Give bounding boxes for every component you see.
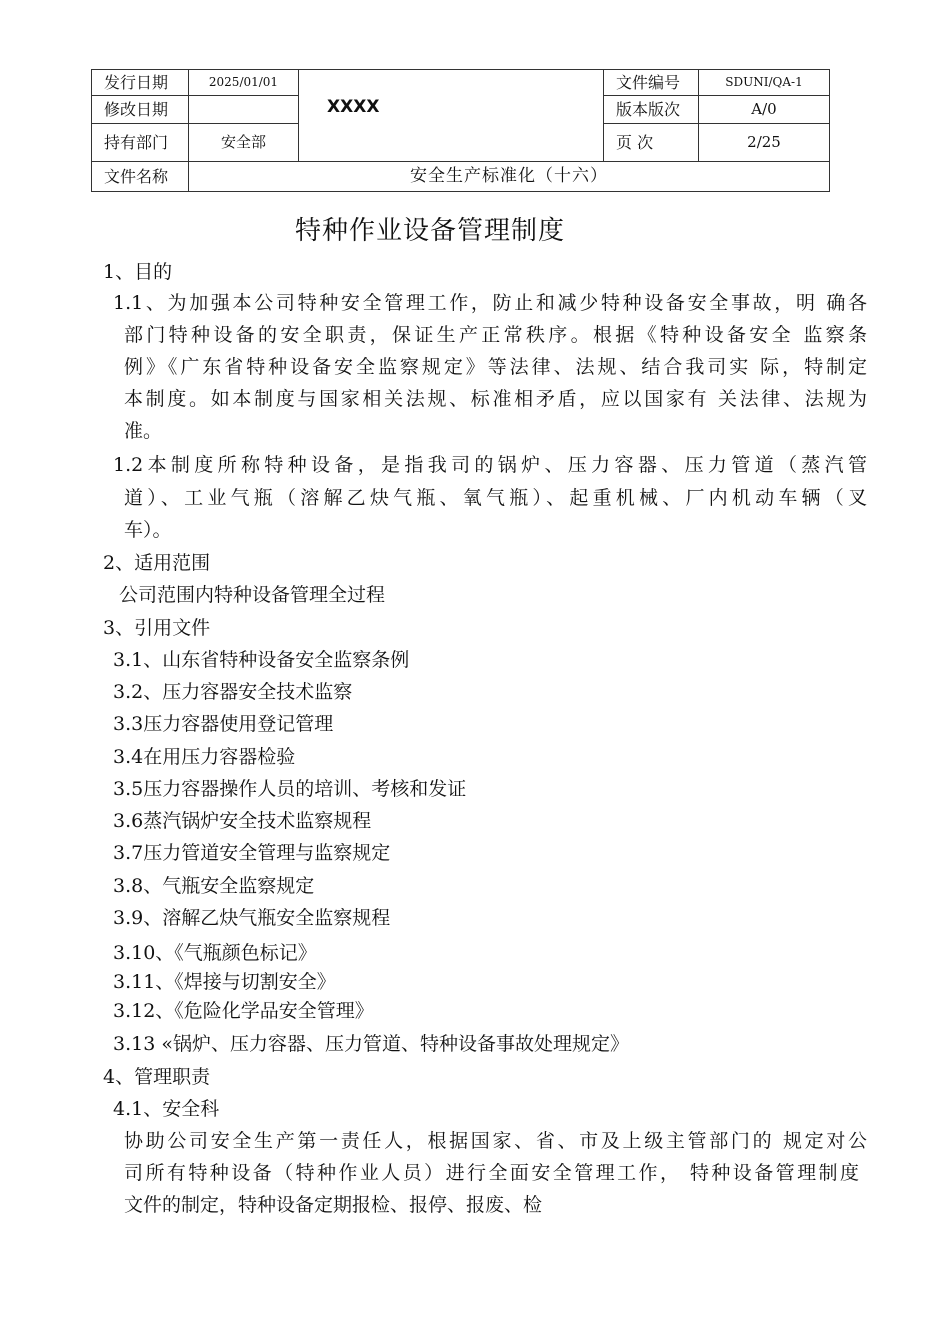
version-label: 版本版次 — [604, 96, 699, 124]
revise-date-value — [189, 96, 299, 124]
revise-date-label: 修改日期 — [92, 96, 189, 124]
para-1-1-line: 1.1、为加强本公司特种安全管理工作，防止和减少特种设备安全事故，明 确各 — [113, 292, 867, 314]
document-title: 特种作业设备管理制度 — [294, 216, 565, 246]
para-1-1-line: 例》《广东省特种设备安全监察规定》等法律、法规、结合我司实 际，特制定 — [124, 356, 867, 378]
reference-item: 3.1、山东省特种设备安全监察条例 — [113, 649, 410, 671]
reference-item: 3.5压力容器操作人员的培训、考核和发证 — [113, 778, 467, 800]
file-name-value: 安全生产标准化（十六） — [189, 162, 830, 192]
company-name: XXXX — [299, 70, 604, 162]
section-4-1-heading: 4.1、安全科 — [113, 1098, 220, 1120]
reference-item: 3.12、《危险化学品安全管理》 — [113, 1000, 374, 1022]
reference-item: 3.4在用压力容器检验 — [113, 746, 296, 768]
reference-item: 3.8、气瓶安全监察规定 — [113, 875, 315, 897]
section-1-heading: 1、目的 — [103, 261, 173, 283]
issue-date-label: 发行日期 — [92, 70, 189, 96]
reference-item: 3.7压力管道安全管理与监察规定 — [113, 842, 391, 864]
reference-item: 3.6蒸汽锅炉安全技术监察规程 — [113, 810, 372, 832]
page-label: 页 次 — [604, 124, 699, 162]
reference-item: 3.9、溶解乙炔气瓶安全监察规程 — [113, 907, 391, 929]
section-4-heading: 4、管理职责 — [103, 1066, 211, 1088]
para-1-2-line: 1.2本制度所称特种设备，是指我司的锅炉、压力容器、压力管道（蒸汽管 — [113, 454, 867, 476]
file-no-label: 文件编号 — [604, 70, 699, 96]
dept-label: 持有部门 — [92, 124, 189, 162]
para-1-1-line: 本制度。如本制度与国家相关法规、标准相矛盾，应以国家有 关法律、法规为 — [124, 388, 867, 410]
reference-item: 3.11、《焊接与切割安全》 — [113, 971, 336, 993]
para-1-2-line: 车）。 — [124, 519, 172, 541]
para-1-1-line: 部门特种设备的安全职责，保证生产正常秩序。根据《特种设备安全 监察条 — [124, 324, 867, 346]
reference-item: 3.2、压力容器安全技术监察 — [113, 681, 353, 703]
section-2-text: 公司范围内特种设备管理全过程 — [119, 584, 386, 606]
para-1-2-line: 道）、工业气瓶（溶解乙炔气瓶、氧气瓶）、起重机械、厂内机动车辆（叉 — [124, 487, 867, 509]
version-value: A/0 — [699, 96, 830, 124]
file-name-label: 文件名称 — [92, 162, 189, 192]
para-4-1-line: 司所有特种设备（特种作业人员）进行全面安全管理工作， 特种设备管理制度 — [124, 1162, 859, 1184]
para-4-1-line: 文件的制定，特种设备定期报检、报停、报废、检 — [124, 1194, 543, 1216]
page-value: 2/25 — [699, 124, 830, 162]
dept-value: 安全部 — [189, 124, 299, 162]
reference-item: 3.3压力容器使用登记管理 — [113, 713, 334, 735]
reference-item: 3.10、《气瓶颜色标记》 — [113, 942, 317, 964]
issue-date-value: 2025/01/01 — [189, 70, 299, 96]
document-header-table — [91, 69, 830, 192]
section-2-heading: 2、适用范围 — [103, 552, 211, 574]
section-3-heading: 3、引用文件 — [103, 617, 211, 639]
para-1-1-line: 准。 — [124, 420, 163, 442]
reference-item: 3.13 «锅炉、压力容器、压力管道、特种设备事故处理规定》 — [113, 1033, 629, 1055]
file-no-value: SDUNI/QA-1 — [699, 70, 830, 96]
para-4-1-line: 协助公司安全生产第一责任人，根据国家、省、市及上级主管部门的 规定对公 — [124, 1130, 867, 1152]
